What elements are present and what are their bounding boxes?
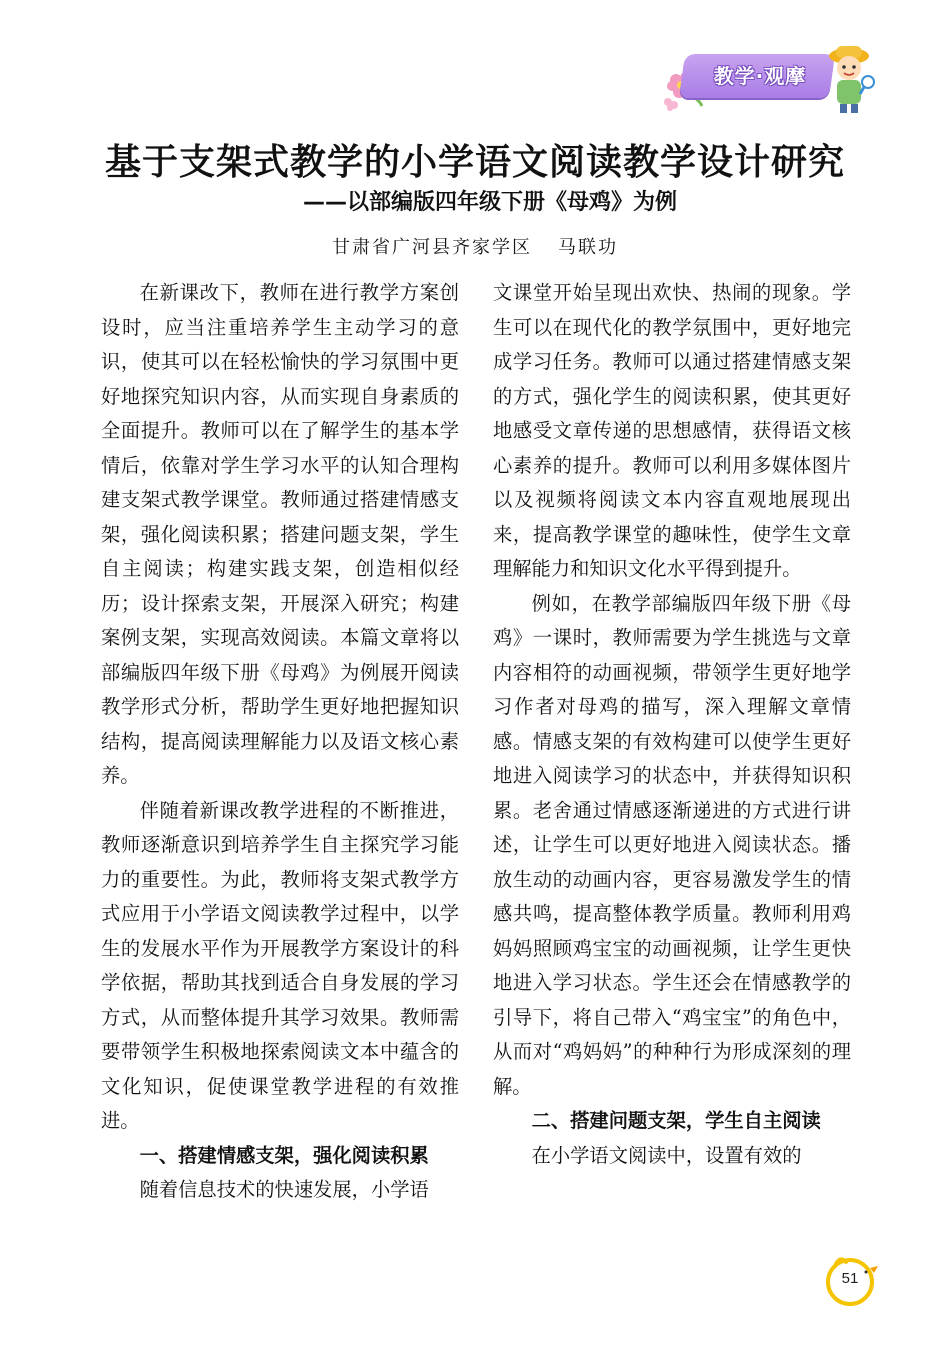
section-heading-1: 一、搭建情感支架，强化阅读积累 <box>139 1143 429 1167</box>
article-title: 基于支架式教学的小学语文阅读教学设计研究 <box>104 142 845 183</box>
section-heading-2: 二、搭建问题支架，学生自主阅读 <box>531 1109 821 1132</box>
right-column <box>493 276 851 1173</box>
paragraph: 在小学语文阅读中，设置有效的 <box>531 1143 802 1167</box>
paragraph-continued: 文课堂开始呈现出欢快、热闹的现象。学生可以在现代化的教学氛围中，更好地完成学习任务。教师可以通过搭建情感支架的方式，强化学生的阅读积累，使其更好地感受文章传递的思想感情，获得语文核心素养的提升。教师可以利用多媒体图片以及视频将阅读文本内容直观地展现出来，提高教学课堂的趣味性，使学生文章理解能力和知识文化水平得到提升。 <box>493 281 851 580</box>
paragraph: 例如，在教学部编版四年级下册《母鸡》一课时，教师需要为学生挑选与文章内容相符的动画视频，带领学生更好地学习作者对母鸡的描写，深入理解文章情感。情感支架的有效构建可以使学生更好地进入阅读学习的状态中，并获得知识积累。老舍通过情感逐渐递进的方式进行讲述，让学生可以更好地进入阅读状态。播放生动的动画内容，更容易激发学生的情感共鸣，提高整体教学质量。教师利用鸡妈妈照顾鸡宝宝的动画视频，让学生更快地进入学习状态。学生还会在情感教学的引导下，将自己带入“鸡宝宝”的角色中，从而对“鸡妈妈”的种种行为形成深刻的理解。 <box>493 591 851 1098</box>
author-name: 马联功 <box>558 237 618 258</box>
author-organization: 甘肃省广河县齐家学区 <box>332 237 532 258</box>
article-subtitle: ——以部编版四年级下册《母鸡》为例 <box>302 190 677 215</box>
page-number: 51 <box>841 1270 859 1287</box>
paragraph: 随着信息技术的快速发展，小学语 <box>139 1178 429 1201</box>
explorer-kid-icon <box>822 42 876 114</box>
author-line <box>0 233 950 259</box>
badge-label: 教学·观摩 <box>713 64 807 88</box>
paragraph: 伴随着新课改教学进程的不断推进，教师逐渐意识到培养学生自主探究学习能力的重要性。为此，教师将支架式教学方式应用于小学语文阅读教学过程中，以学生的发展水平作为开展教学方案设计的科学依据，帮助其找到适合自身发展的学习方式，从而整体提升其学习效果。教师需要带领学生积极地探索阅读文本中蕴含的文化知识，促使课堂教学进程的有效推进。 <box>101 798 459 1132</box>
paragraph: 在新课改下，教师在进行教学方案创设时，应当注重培养学生主动学习的意识，使其可以在轻松愉快的学习氛围中更好地探究知识内容，从而实现自身素质的全面提升。教师可以在了解学生的基本学情后，依靠对学生学习水平的认知合理构建支架式教学课堂。教师通过搭建情感支架，强化阅读积累；搭建问题支架，学生自主阅读；构建实践支架，创造相似经历；设计探索支架，开展深入研究；构建案例支架，实现高效阅读。本篇文章将以部编版四年级下册《母鸡》为例展开阅读教学形式分析，帮助学生更好地把握知识结构，提高阅读理解能力以及语文核心素养。 <box>101 281 459 787</box>
left-column <box>101 276 459 1208</box>
page-number-badge <box>822 1254 880 1308</box>
section-badge <box>660 42 875 114</box>
